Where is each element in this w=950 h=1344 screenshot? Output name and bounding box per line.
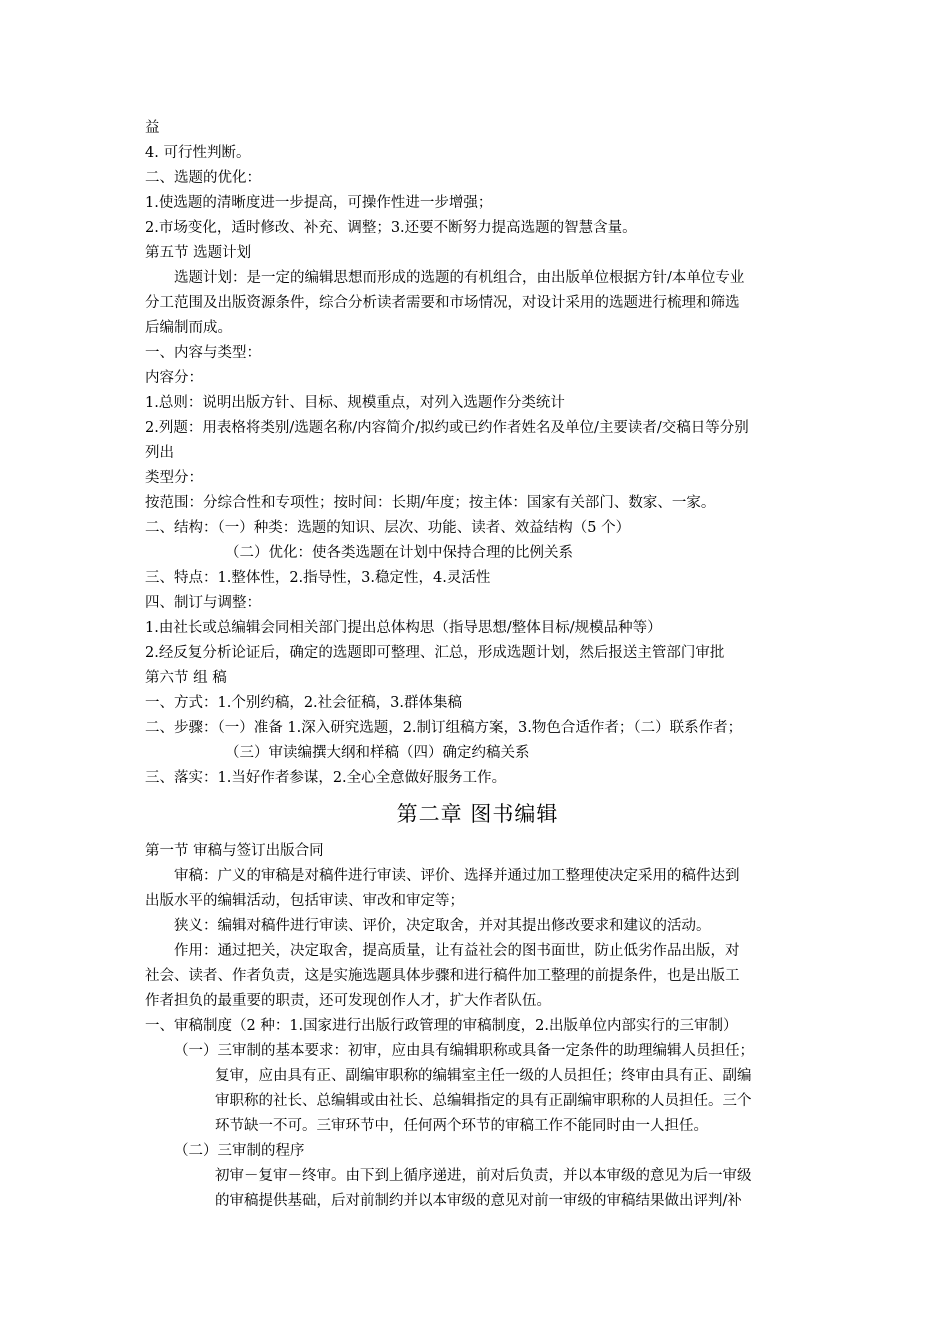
text-line: 一、审稿制度（2 种：1.国家进行出版行政管理的审稿制度，2.出版单位内部实行的三审制） [145,1018,738,1034]
text-line: 作用：通过把关，决定取舍，提高质量，让有益社会的图书面世，防止低劣作品出版，对 [174,943,740,959]
text-line: 初审－复审－终审。由下到上循序递进，前对后负责，并以本审级的意见为后一审级 [215,1168,752,1184]
text-line: 环节缺一不可。三审环节中，任何两个环节的审稿工作不能同时由一人担任。 [215,1118,708,1134]
section-heading: 第五节 选题计划 [145,245,252,261]
text-line: 出版水平的编辑活动，包括审读、审改和审定等； [145,893,464,909]
text-line: 二、步骤：（一）准备 1.深入研究选题，2.制订组稿方案，3.物色合适作者；（二）联系作者； [145,720,743,736]
chapter-title: 第二章 图书编辑 [396,802,559,826]
text-line: （一）三审制的基本要求：初审，应由具有编辑职称或具备一定条件的助理编辑人员担任； [174,1043,754,1059]
text-line: 二、选题的优化： [145,170,261,186]
text-line: 益 [145,120,160,136]
text-line: 分工范围及出版资源条件，综合分析读者需要和市场情况，对设计采用的选题进行梳理和筛选 [145,295,740,311]
text-line: 1.使选题的清晰度进一步提高，可操作性进一步增强； [145,195,493,211]
text-line: 三、特点：1.整体性，2.指导性，3.稳定性，4.灵活性 [145,570,491,586]
text-line: 狭义：编辑对稿件进行审读、评价，决定取舍，并对其提出修改要求和建议的活动。 [174,918,711,934]
section-heading: 第六节 组 稿 [145,670,227,686]
text-line: 2.列题：用表格将类别/选题名称/内容简介/拟约或已约作者姓名及单位/主要读者/交稿日等分别 [145,420,749,436]
text-line: 作者担负的最重要的职责，还可发现创作人才，扩大作者队伍。 [145,993,551,1009]
text-line: 三、落实：1.当好作者参谋，2.全心全意做好服务工作。 [145,770,507,786]
text-line: （二）优化：使各类选题在计划中保持合理的比例关系 [225,545,573,561]
text-line: 一、内容与类型： [145,345,261,361]
text-line: 4. 可行性判断。 [145,145,251,161]
text-line: 复审，应由具有正、副编审职称的编辑室主任一级的人员担任；终审由具有正、副编 [215,1068,752,1084]
text-line: （二）三审制的程序 [174,1143,305,1159]
text-line: 2.经反复分析论证后，确定的选题即可整理、汇总，形成选题计划，然后报送主管部门审批 [145,645,725,661]
text-line: 类型分： [145,470,203,486]
text-line: （三）审读编撰大纲和样稿（四）确定约稿关系 [225,745,530,761]
document-page [145,116,810,1214]
text-line: 后编制而成。 [145,320,232,336]
text-line: 内容分： [145,370,203,386]
text-line: 社会、读者、作者负责，这是实施选题具体步骤和进行稿件加工整理的前提条件，也是出版工 [145,968,740,984]
text-line: 审职称的社长、总编辑或由社长、总编辑指定的具有正副编审职称的人员担任。三个 [215,1093,752,1109]
text-line: 二、结构：（一）种类：选题的知识、层次、功能、读者、效益结构（5 个） [145,520,631,536]
text-line: 列出 [145,445,174,461]
text-line: 审稿：广义的审稿是对稿件进行审读、评价、选择并通过加工整理使决定采用的稿件达到 [174,868,740,884]
section-heading: 第一节 审稿与签订出版合同 [145,843,324,859]
text-line: 的审稿提供基础，后对前制约并以本审级的意见对前一审级的审稿结果做出评判/补 [215,1193,742,1209]
text-line: 1.由社长或总编辑会同相关部门提出总体构思（指导思想/整体目标/规模品种等） [145,620,662,636]
text-line: 1.总则：说明出版方针、目标、规模重点，对列入选题作分类统计 [145,395,565,411]
text-line: 2.市场变化，适时修改、补充、调整；3.还要不断努力提高选题的智慧含量。 [145,220,637,236]
text-line: 一、方式：1.个别约稿，2.社会征稿，3.群体集稿 [145,695,463,711]
text-line: 选题计划：是一定的编辑思想而形成的选题的有机组合，由出版单位根据方针/本单位专业 [174,270,745,286]
text-line: 四、制订与调整： [145,595,261,611]
text-line: 按范围：分综合性和专项性；按时间：长期/年度；按主体：国家有关部门、数家、一家。 [145,495,716,511]
